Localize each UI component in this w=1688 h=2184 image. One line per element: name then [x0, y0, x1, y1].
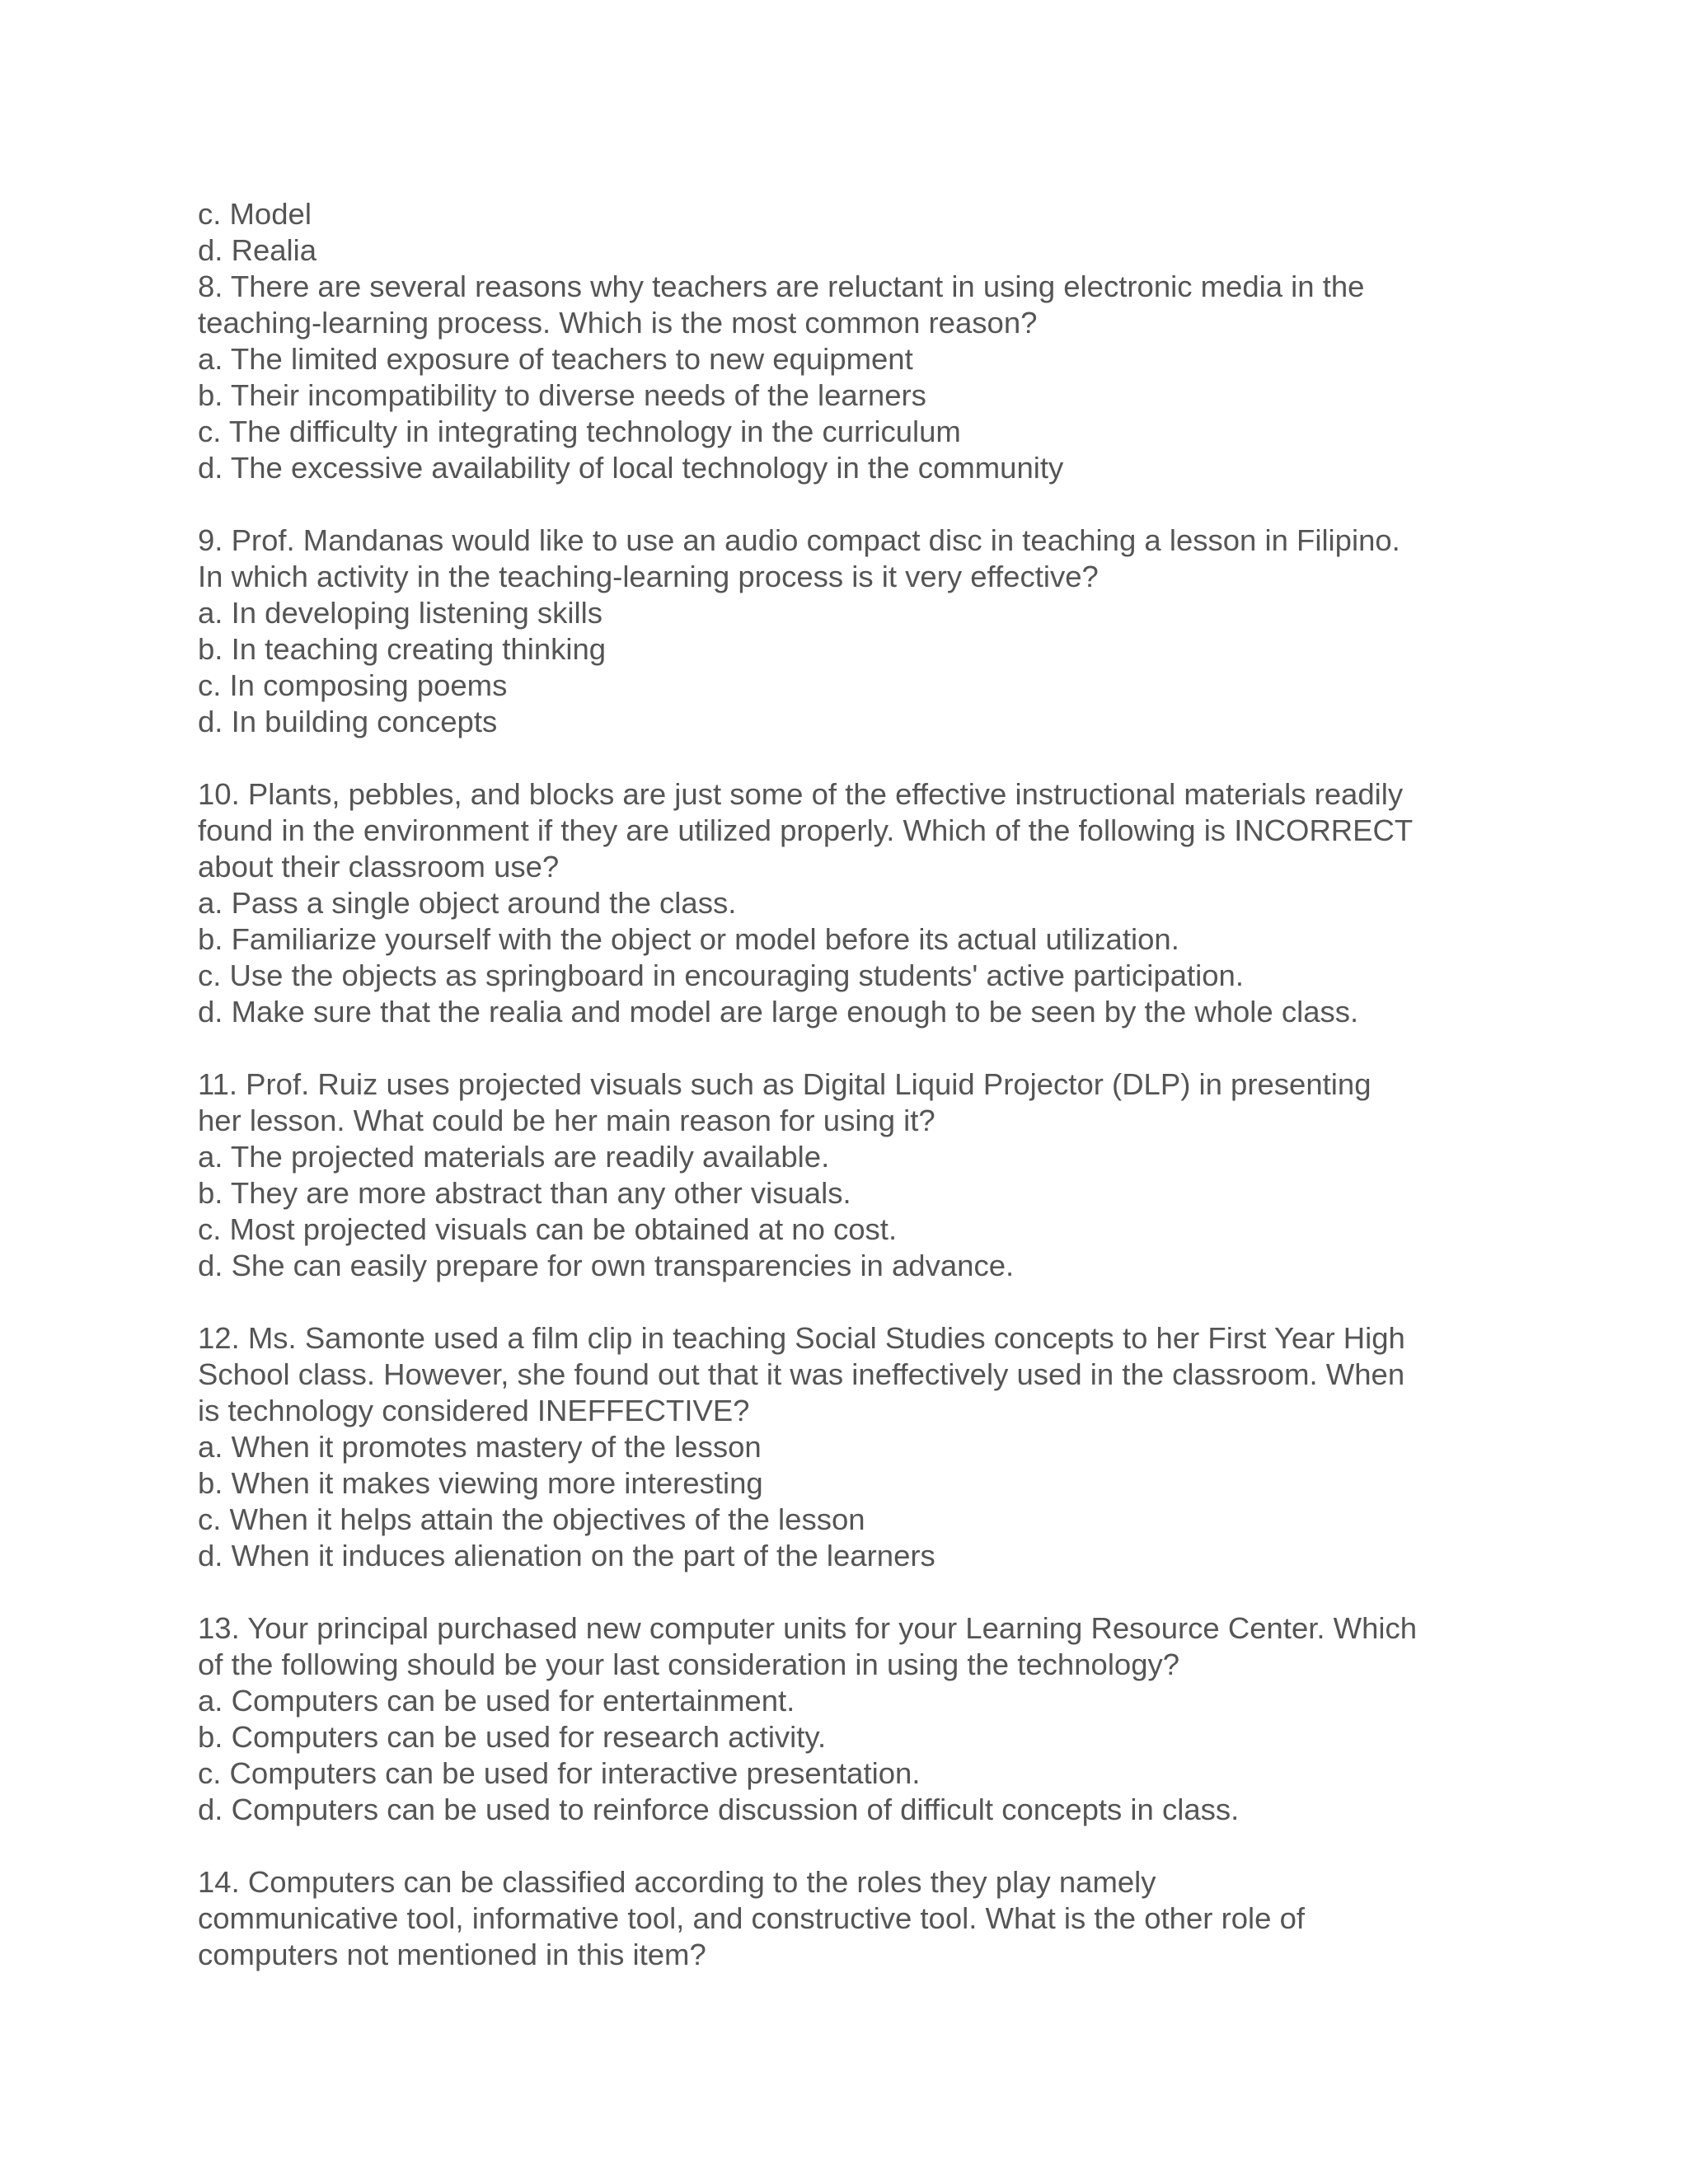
question-11 [198, 1066, 1550, 1284]
option-c: c. Computers can be used for interactive presentation. [198, 1756, 921, 1790]
question-9 [198, 523, 1550, 740]
question-text: 13. Your principal purchased new computer units for your Learning Resource Center. Which [198, 1611, 1418, 1645]
option-c: c. Most projected visuals can be obtained at no cost. [198, 1212, 898, 1246]
option-b: b. In teaching creating thinking [198, 632, 607, 666]
paragraph-gap [198, 486, 1550, 523]
question-text: 12. Ms. Samonte used a film clip in teaching Social Studies concepts to her First Year High [198, 1321, 1405, 1355]
question-text: 11. Prof. Ruiz uses projected visuals such as Digital Liquid Projector (DLP) in presenting [198, 1067, 1372, 1101]
option-b: b. They are more abstract than any other visuals. [198, 1176, 851, 1210]
paragraph-gap [198, 1030, 1550, 1066]
question-text: 10. Plants, pebbles, and blocks are just some of the effective instructional materials readily [198, 777, 1404, 811]
option-d: d. She can easily prepare for own transparencies in advance. [198, 1249, 1015, 1282]
option-b: b. Their incompatibility to diverse needs of the learners [198, 378, 926, 412]
document-page [198, 196, 1550, 1973]
option-a: a. Computers can be used for entertainment. [198, 1684, 795, 1718]
question-text: teaching-learning process. Which is the most common reason? [198, 306, 1038, 340]
question-text: found in the environment if they are utilized properly. Which of the following is INCORRECT [198, 813, 1414, 847]
question-12 [198, 1320, 1550, 1574]
option-d: d. The excessive availability of local technology in the community [198, 451, 1064, 485]
question-text: School class. However, she found out that it was ineffectively used in the classroom. When [198, 1357, 1405, 1391]
question-text: 14. Computers can be classified according to the roles they play namely [198, 1865, 1156, 1899]
option-b: b. Familiarize yourself with the object or model before its actual utilization. [198, 922, 1179, 956]
question-text: In which activity in the teaching-learning process is it very effective? [198, 560, 1099, 593]
question-14 [198, 1864, 1550, 1973]
question-text: communicative tool, informative tool, and constructive tool. What is the other role of [198, 1901, 1306, 1935]
option-d: d. In building concepts [198, 705, 498, 738]
question-10 [198, 776, 1550, 1030]
option-a: a. In developing listening skills [198, 596, 603, 630]
option-c: c. The difficulty in integrating technology in the curriculum [198, 415, 961, 448]
option-a: a. The limited exposure of teachers to new equipment [198, 342, 913, 376]
option-c: c. When it helps attain the objectives of the lesson [198, 1502, 865, 1536]
question-8 [198, 269, 1550, 486]
paragraph-gap [198, 740, 1550, 776]
option-c: c. Use the objects as springboard in encouraging students' active participation. [198, 958, 1244, 992]
paragraph-gap [198, 1574, 1550, 1610]
option-d: d. Computers can be used to reinforce discussion of difficult concepts in class. [198, 1793, 1240, 1826]
question-text: 9. Prof. Mandanas would like to use an audio compact disc in teaching a lesson in Filipino. [198, 523, 1400, 557]
question-text: computers not mentioned in this item? [198, 1938, 706, 1971]
option-c-prev: c. Model [198, 197, 312, 231]
question-text: 8. There are several reasons why teachers are reluctant in using electronic media in the [198, 269, 1365, 303]
option-b: b. Computers can be used for research activity. [198, 1720, 827, 1754]
option-c: c. In composing poems [198, 668, 508, 702]
option-d: d. Make sure that the realia and model are large enough to be seen by the whole class. [198, 995, 1359, 1029]
option-b: b. When it makes viewing more interesting [198, 1466, 763, 1500]
option-d: d. When it induces alienation on the part of the learners [198, 1539, 935, 1572]
option-a: a. When it promotes mastery of the lesson [198, 1430, 762, 1464]
question-text: of the following should be your last consideration in using the technology? [198, 1647, 1180, 1681]
paragraph-gap [198, 1828, 1550, 1864]
option-a: a. Pass a single object around the class. [198, 886, 737, 920]
question-text: her lesson. What could be her main reason for using it? [198, 1104, 935, 1137]
option-a: a. The projected materials are readily available. [198, 1140, 830, 1174]
question-13 [198, 1610, 1550, 1828]
question-text: is technology considered INEFFECTIVE? [198, 1394, 750, 1427]
paragraph-gap [198, 1284, 1550, 1320]
option-d-prev: d. Realia [198, 233, 317, 267]
question-text: about their classroom use? [198, 850, 560, 883]
